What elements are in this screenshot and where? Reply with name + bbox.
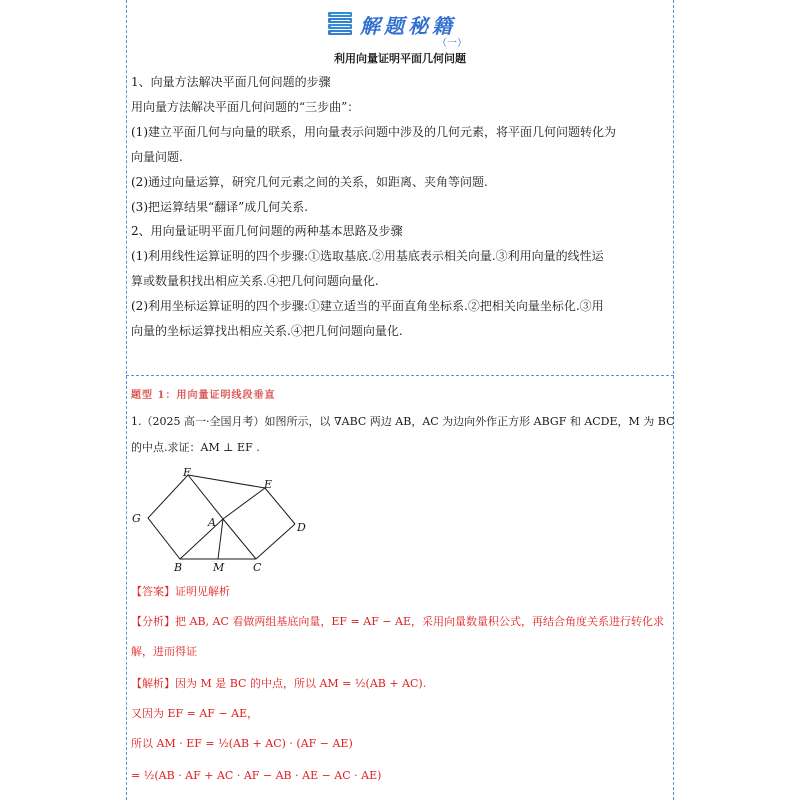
analysis-line-2: 解，进而得证: [131, 645, 197, 658]
left-dashed-border: [126, 0, 127, 800]
intro-line: 向量的坐标运算找出相应关系.④把几何问题向量化.: [131, 324, 403, 338]
intro-line: 算或数量积找出相应关系.④把几何问题向量化.: [131, 274, 379, 288]
vertex-label-c: C: [253, 561, 262, 574]
header-title: 解题秘籍: [360, 14, 456, 38]
solution-text: 因为 M 是 BC 的中点，所以 AM = ½(AB + AC).: [175, 677, 427, 690]
page-header: [0, 6, 800, 49]
vertex-label-m: M: [213, 561, 225, 574]
document-title: 利用向量证明平面几何问题: [334, 52, 466, 65]
solution-line: [131, 676, 426, 692]
vertex-label-e: E: [264, 478, 273, 491]
solution-line-3: 所以 AM · EF = ½(AB + AC) · (AF − AE): [131, 737, 353, 750]
intro-line: (1)利用线性运算证明的四个步骤:①选取基底.②用基底表示相关向量.③利用向量的线性运: [131, 249, 604, 263]
vertex-label-b: B: [174, 561, 183, 574]
intro-line: (1)建立平面几何与向量的联系，用向量表示问题中涉及的几何元素，将平面几何问题转化为: [131, 125, 617, 139]
intro-line: 2、用向量证明平面几何问题的两种基本思路及步骤: [131, 224, 403, 238]
vertex-label-f: F: [183, 466, 191, 479]
vertex-label-d: D: [297, 521, 306, 534]
stacked-books-icon: [326, 10, 354, 36]
intro-line: (2)利用坐标运算证明的四个步骤:①建立适当的平面直角坐标系.②把相关向量坐标化.③用: [131, 299, 604, 313]
solution-line-2: 又因为 EF = AF − AE，: [131, 707, 259, 720]
analysis-line: [131, 614, 664, 630]
header-subtitle: （一）: [437, 38, 467, 49]
intro-line: 1、向量方法解决平面几何问题的步骤: [131, 75, 331, 89]
section-divider: [126, 375, 674, 376]
answer-line: [131, 584, 230, 600]
solution-tag: 【解析】: [131, 677, 175, 690]
intro-line: (3)把运算结果“翻译”成几何关系.: [131, 200, 309, 214]
intro-line: 用向量方法解决平面几何问题的“三步曲”：: [131, 100, 360, 114]
answer-text: 证明见解析: [175, 585, 230, 598]
intro-line: 向量问题.: [131, 150, 183, 164]
answer-tag: 【答案】: [131, 585, 175, 598]
question-line: 的中点.求证：AM ⊥ EF .: [131, 441, 260, 454]
intro-line: (2)通过向量运算，研究几何元素之间的关系，如距离、夹角等问题.: [131, 175, 488, 189]
vertex-label-a: A: [208, 516, 216, 529]
question-line: 1.（2025 高一·全国月考）如图所示，以 ∇ABC 两边 AB，AC 为边向外作正方形 ABGF 和 ACDE，M 为 BC: [131, 415, 675, 428]
solution-line-4: = ½(AB · AF + AC · AF − AB · AE − AC · AE): [131, 769, 382, 782]
analysis-text: 把 AB, AC 看做两组基底向量，EF = AF − AE，采用向量数量积公式，再结合角度关系进行转化求: [175, 615, 665, 628]
analysis-tag: 【分析】: [131, 615, 175, 628]
right-dashed-border: [673, 0, 674, 800]
vertex-label-g: G: [132, 512, 141, 525]
geometry-figure: [132, 466, 315, 576]
section-label: 题型 1：用向量证明线段垂直: [131, 390, 276, 401]
